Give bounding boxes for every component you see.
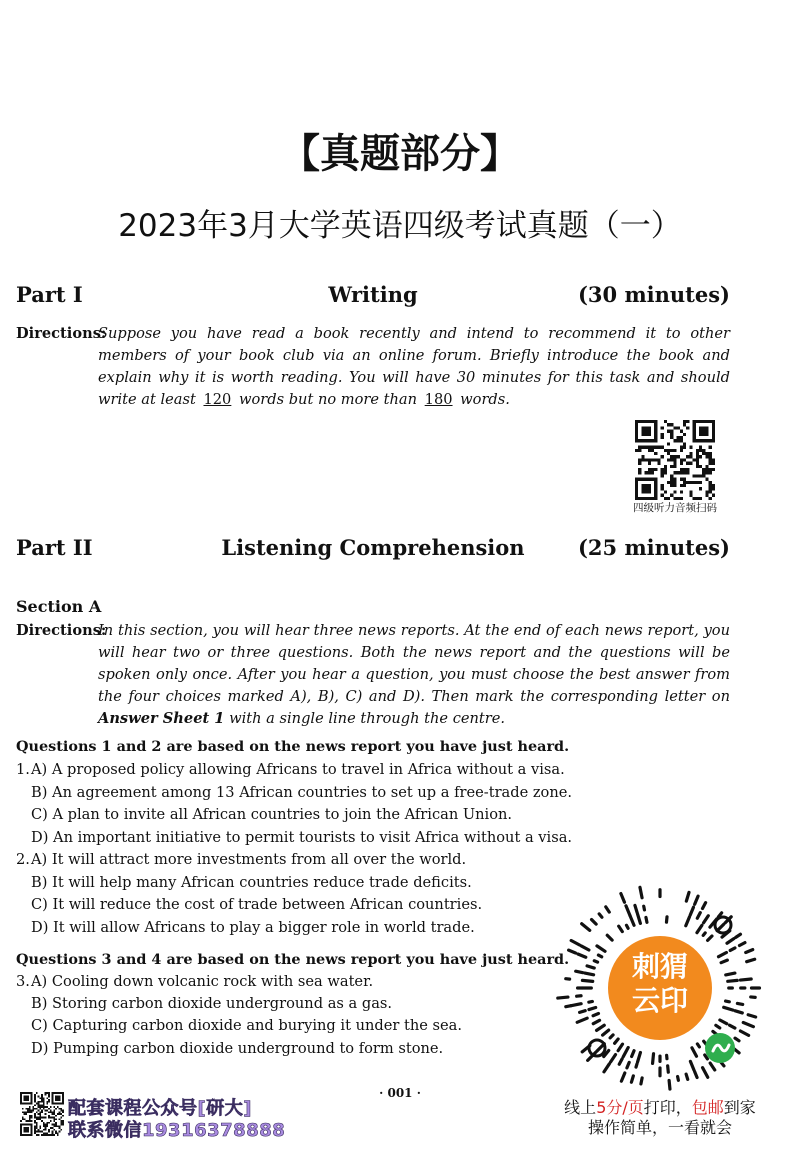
question-number: 3. (16, 973, 30, 990)
wechat-qr-code[interactable] (20, 1092, 64, 1136)
option: D) Pumping carbon dioxide underground to form stone. (31, 1040, 444, 1057)
part2-label: Part II (16, 535, 93, 560)
option: D) It will allow Africans to play a bigger role in world trade. (31, 919, 475, 936)
promo-text: 线上 (564, 1098, 597, 1117)
corner-dot (589, 1040, 605, 1056)
part2-directions (16, 620, 730, 730)
directions-text: words. (460, 391, 510, 408)
promo-text: 打印， (643, 1098, 692, 1117)
promo-text: 到家 (723, 1098, 756, 1117)
part1-name: Writing (328, 282, 418, 307)
directions-text: Suppose you have read a book recently and intend to recommend it to other members of your book club via an online forum. Briefly introduce the book and explain why it is worth reading. You will have 30 minutes for this task and should write at least (98, 325, 730, 408)
directions-label: Directions: (16, 622, 107, 639)
part1-header (16, 282, 730, 312)
min-words: 120 (203, 391, 232, 408)
directions-text: In this section, you will hear three news reports. At the end of each news report, you will hear two or three questions. Both the news report and the questions will be spoken only once. After you hear a question, you must choose the best answer from the four choices marked A), B), C) and D). Then mark the corresponding letter on (98, 622, 730, 705)
max-words: 180 (424, 391, 453, 408)
option: B) An agreement among 13 African countries to set up a free-trade zone. (31, 784, 573, 801)
part1-directions (16, 323, 730, 411)
directions-label: Directions: (16, 325, 107, 342)
promo-line-1: 配套课程公众号[研大] (68, 1098, 252, 1119)
mini-program-code[interactable] (555, 883, 765, 1093)
question-number: 1. (16, 761, 30, 778)
option: A) Cooling down volcanic rock with sea water. (31, 973, 374, 990)
option: C) It will reduce the cost of trade between African countries. (31, 896, 483, 913)
directions-text: words but no more than (238, 391, 418, 408)
banner-heading: 【真题部分】 (280, 131, 520, 177)
qr-caption: 四级听力音频扫码 (633, 502, 717, 514)
part2-header (16, 535, 730, 565)
section-heading: Section A (16, 597, 102, 616)
promo-price-line (520, 1098, 800, 1118)
part2-time: (25 minutes) (577, 535, 730, 560)
listening-audio-qr-code[interactable] (635, 420, 715, 500)
part1-label: Part I (16, 282, 83, 307)
answer-sheet-ref: Answer Sheet 1 (98, 710, 225, 727)
logo-text-line2: 云印 (631, 984, 689, 1017)
option: C) A plan to invite all African countries to join the African Union. (31, 806, 513, 823)
logo-text-line1: 刺猬 (631, 950, 689, 983)
option: D) An important initiative to permit tourists to visit Africa without a visa. (31, 829, 573, 846)
promo-price: 5分/页 (596, 1098, 644, 1117)
option: A) A proposed policy allowing Africans to travel in Africa without a visa. (31, 761, 565, 778)
question-group-heading: Questions 1 and 2 are based on the news report you have just heard. (16, 738, 570, 755)
promo-line-2: 联系微信19316378888 (68, 1120, 286, 1141)
option: B) It will help many African countries reduce trade deficits. (31, 874, 472, 891)
part1-time: (30 minutes) (577, 282, 730, 307)
question-number: 2. (16, 851, 30, 868)
option: C) Capturing carbon dioxide and burying it under the sea. (31, 1017, 462, 1034)
promo-shipping: 包邮 (691, 1098, 724, 1117)
directions-text: with a single line through the centre. (229, 710, 506, 727)
option: B) Storing carbon dioxide underground as a gas. (31, 995, 393, 1012)
page-number: · 001 · (379, 1086, 421, 1100)
exam-title: 2023年3月大学英语四级考试真题（一） (118, 208, 682, 244)
option: A) It will attract more investments from all over the world. (31, 851, 467, 868)
question-group-heading: Questions 3 and 4 are based on the news report you have just heard. (16, 951, 570, 968)
part2-name: Listening Comprehension (221, 535, 525, 560)
promo-tagline: 操作简单，一看就会 (587, 1118, 732, 1137)
promo-right (520, 1098, 800, 1138)
